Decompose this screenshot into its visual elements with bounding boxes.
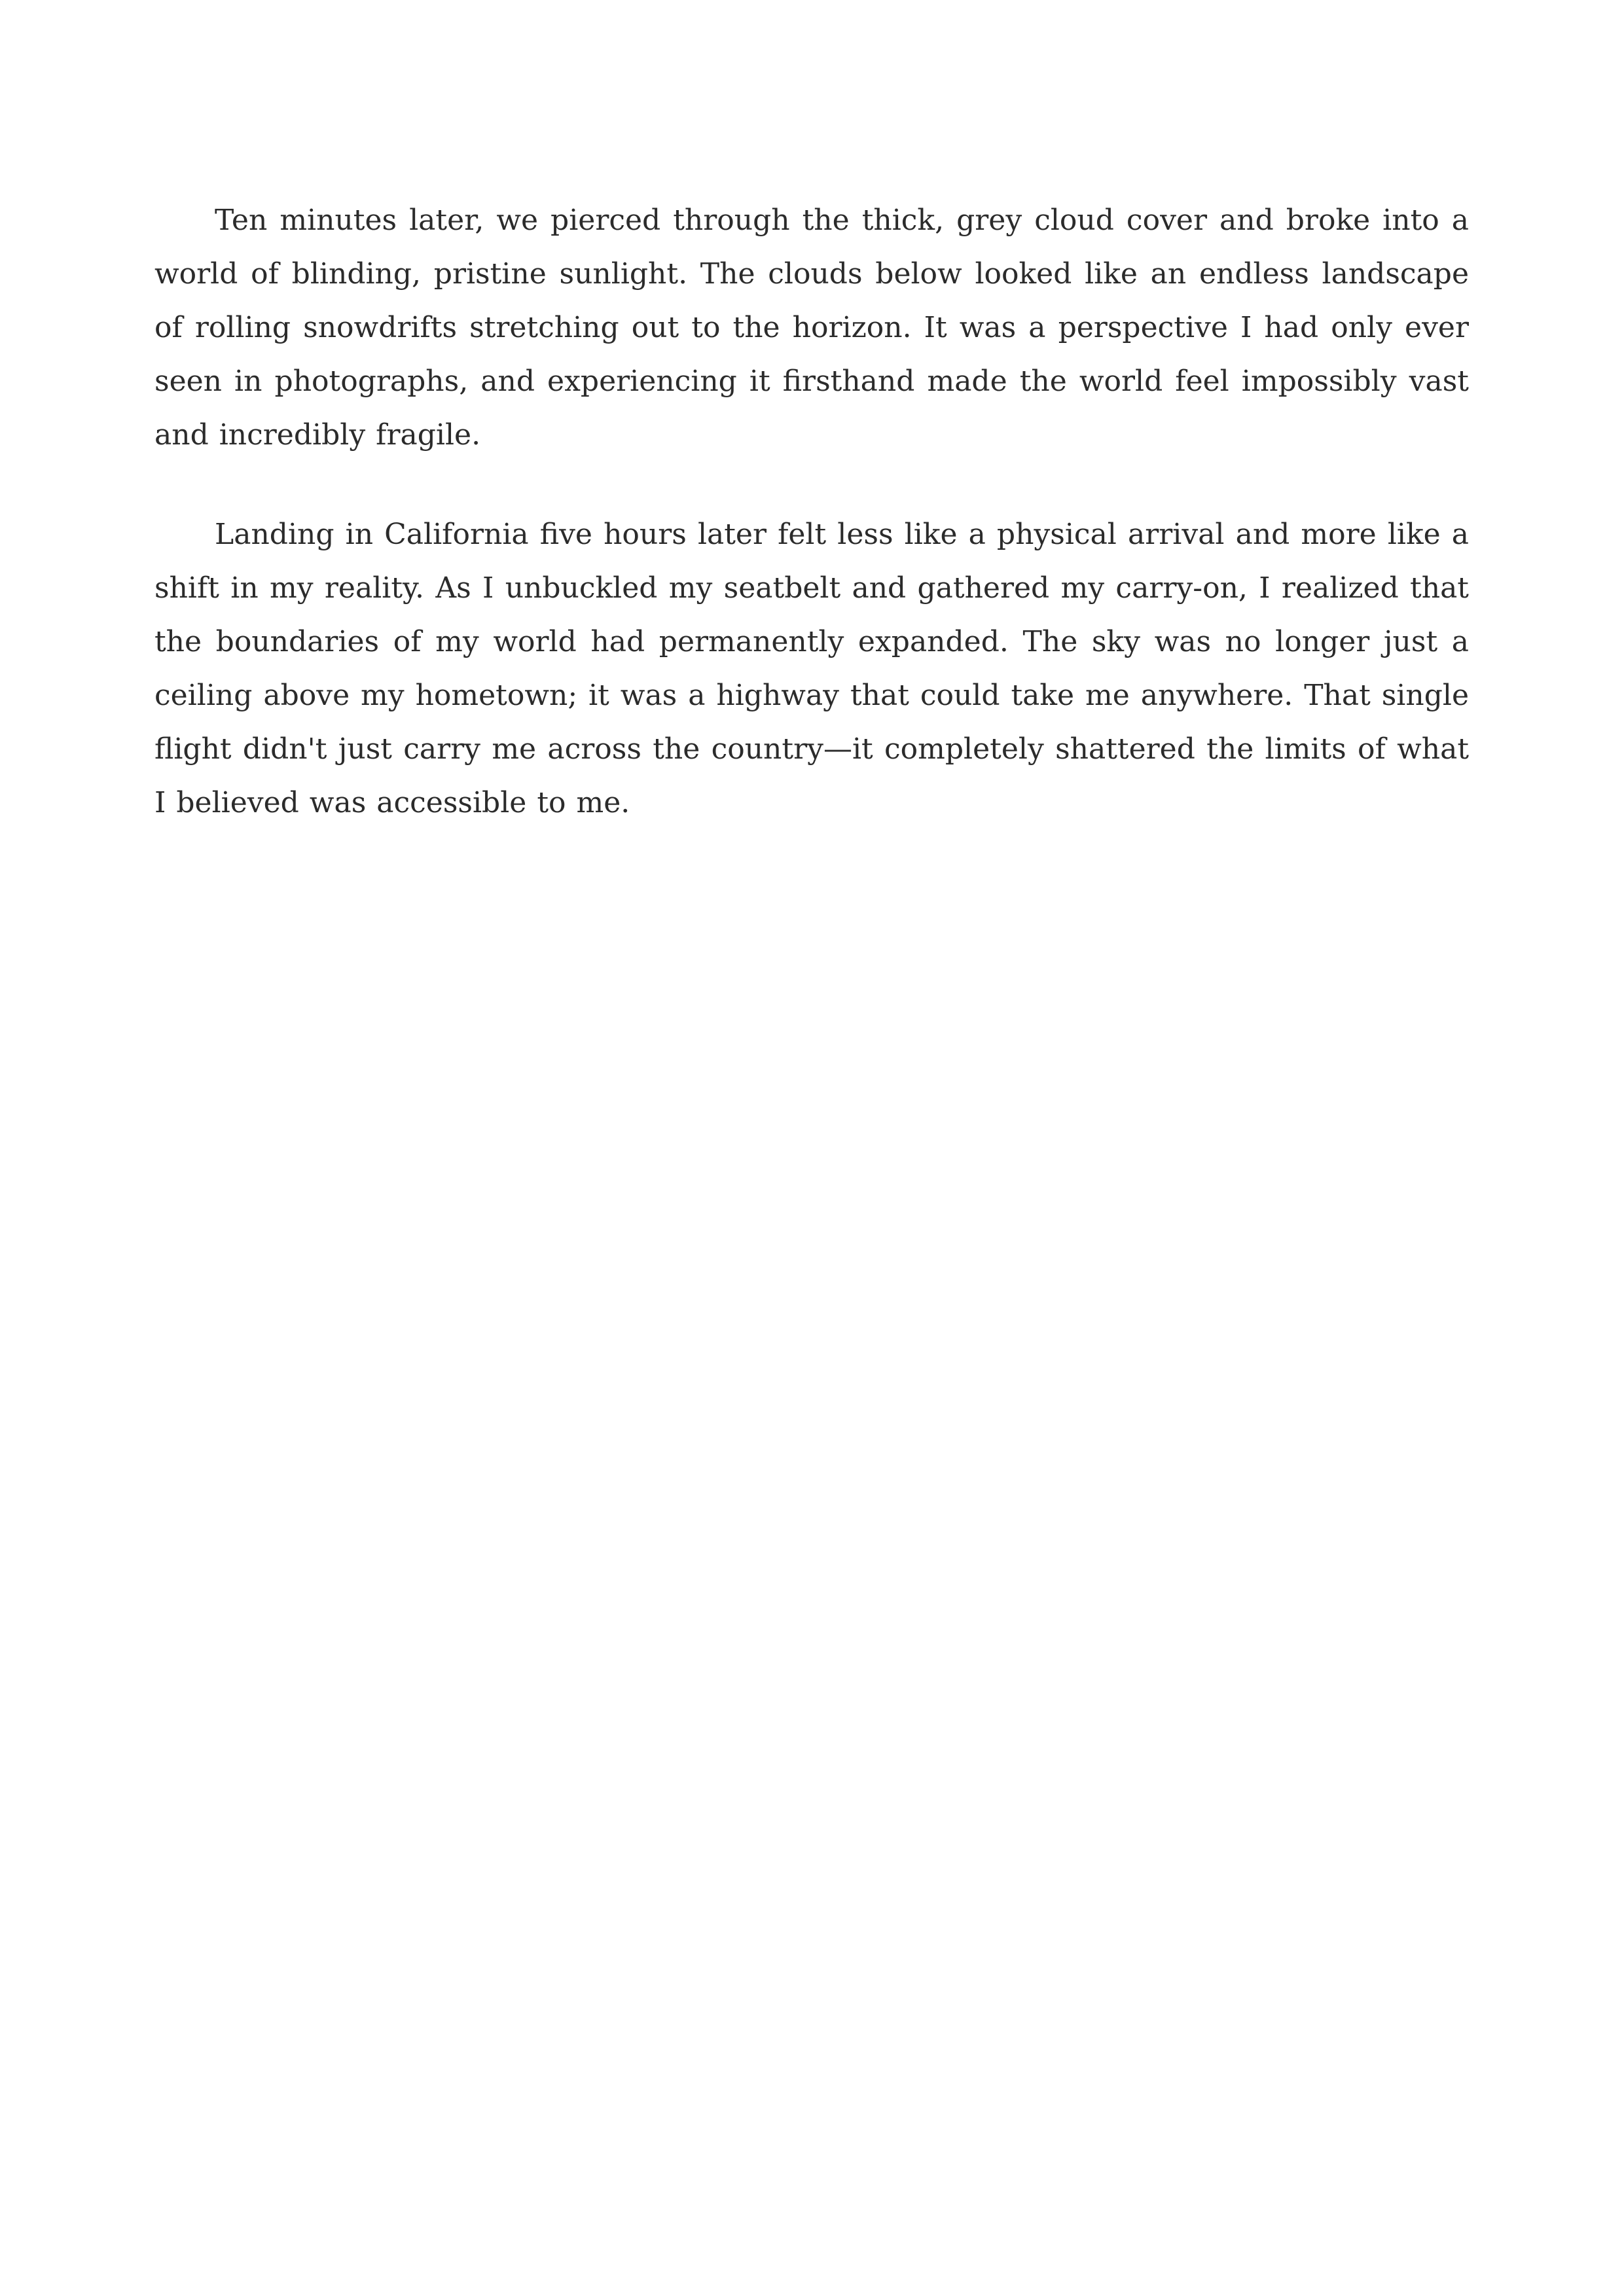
paragraph: Landing in California five hours later felt less like a physical arrival and more like a shift in my reality. As I unbuckled my seatbelt and gathered my carry-on, I realized that the boundaries of my world had permanently expanded. The sky was no longer just a ceiling above my hometown; it was a highway that could take me anywhere. That single flight didn't just carry me across the country—it completely shattered the limits of what I believed was accessible to me. [154, 518, 1469, 819]
document-body [154, 194, 1469, 876]
paragraph: Ten minutes later, we pierced through the thick, grey cloud cover and broke into a world of blinding, pristine sunlight. The clouds below looked like an endless landscape of rolling snowdrifts stretching out to the horizon. It was a perspective I had only ever seen in photographs, and experiencing it firsthand made the world feel impossibly vast and incredibly fragile. [154, 204, 1469, 452]
